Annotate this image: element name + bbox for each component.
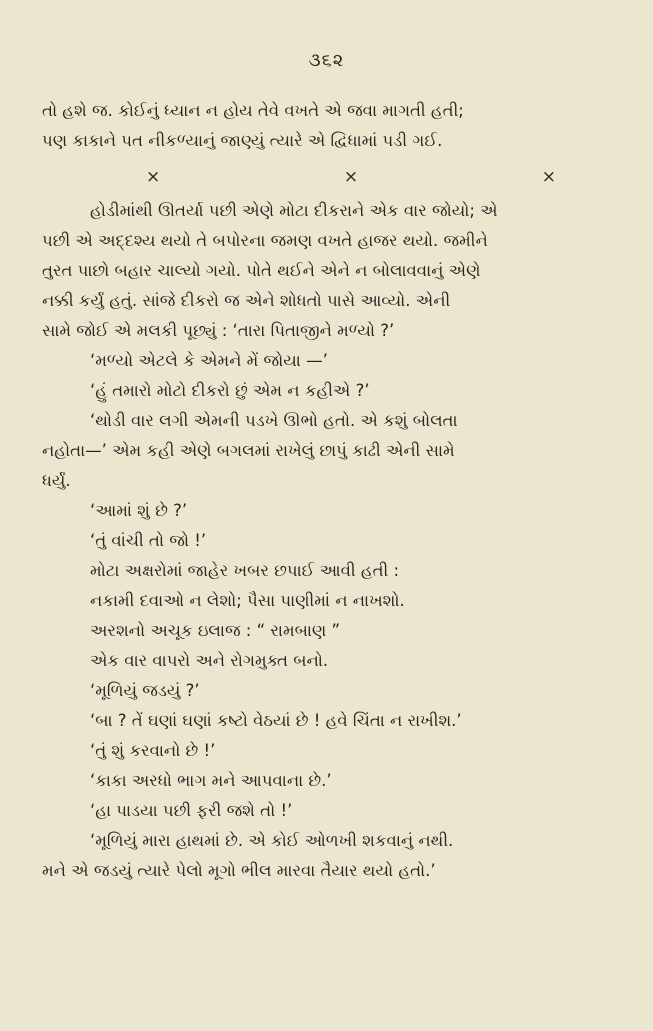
text-line: હોડીમાંથી ઊતર્યા પછી એણે મોટા દીકરાને એક વાર જોયો; એ [90, 201, 498, 220]
body-text [42, 96, 622, 886]
text-line: મને એ જડયું ત્યારે પેલો મૂગો ભીલ મારવા તૈયાર થયો હતો.’ [42, 861, 436, 880]
dialogue-line: ‘મળ્યો એટલે કે એમને મેં જોયા —’ [90, 351, 328, 370]
separator-mark: × [541, 167, 556, 187]
text-line: પછી એ અદ્દશ્ય થયો તે બપોરના જમણ વખતે હાજર થયો. જમીને [42, 231, 488, 250]
text-line: નક્કી કર્યું હતું. સાંજે દીકરો જ એને શોધતો પાસે આવ્યો. એની [42, 291, 451, 310]
dialogue-line: ‘આમાં શું છે ?’ [90, 501, 188, 520]
dialogue-line: ‘બા ? તેં ઘણાં ઘણાં કષ્ટો વેઠયાં છે ! હવે ચિંતા ન રાખીશ.’ [90, 711, 462, 730]
dialogue-line: ‘કાકા અરધો ભાગ મને આપવાના છે.’ [90, 771, 332, 790]
text-line: તુરત પાછો બહાર ચાલ્યો ગયો. પોતે થઈને એને ન બોલાવવાનું એણે [42, 261, 481, 280]
text-line: નહોતા—’ એમ કહી એણે બગલમાં રાખેલું છાપું કાઢી એની સામે [42, 441, 455, 460]
section-separator [146, 162, 556, 192]
ad-line: મોટા અક્ષરોમાં જાહેર ખબર છપાઈ આવી હતી : [90, 561, 400, 580]
text-line: ધર્યું. [42, 471, 71, 490]
separator-mark: × [343, 167, 359, 187]
dialogue-line: ‘મૂળિયું જડયું ?’ [90, 681, 200, 700]
separator-mark: × [146, 167, 161, 187]
text-line: ‘મૂળિયું મારા હાથમાં છે. એ કોઈ ઓળખી શકવાનું નથી. [90, 831, 454, 850]
text-line: ‘થોડી વાર લગી એમની પડખે ઊભો હતો. એ કશું બોલતા [90, 411, 458, 430]
ad-line: નકામી દવાઓ ન લેશો; પૈસા પાણીમાં ન નાખશો. [90, 591, 405, 610]
text-line: પણ કાકાને પત નીકળ્યાનું જાણ્યું ત્યારે એ દ્વિધામાં પડી ગઈ. [42, 131, 443, 150]
dialogue-line: ‘તું શું કરવાનો છે !’ [90, 741, 216, 760]
dialogue-line: ‘હા પાડયા પછી ફરી જશે તો !’ [90, 801, 293, 820]
text-line: સામે જોઈ એ મલકી પૂછ્યું : ‘તારા પિતાજીને મળ્યો ?’ [42, 321, 395, 340]
text-line: તો હશે જ. કોઈનું ધ્યાન ન હોય તેવે વખતે એ જવા માગતી હતી; [42, 101, 464, 120]
dialogue-line: ‘તું વાંચી તો જો !’ [90, 531, 207, 550]
ad-line: અરશનો અચૂક ઇલાજ : “ રામબાણ ” [90, 621, 341, 640]
dialogue-line: ‘હું તમારો મોટો દીકરો છું એમ ન કહીએ ?’ [90, 381, 370, 400]
ad-line: એક વાર વાપરો અને રોગમુક્ત બનો. [90, 651, 329, 670]
page-number: ૩૬૨ [308, 50, 345, 71]
